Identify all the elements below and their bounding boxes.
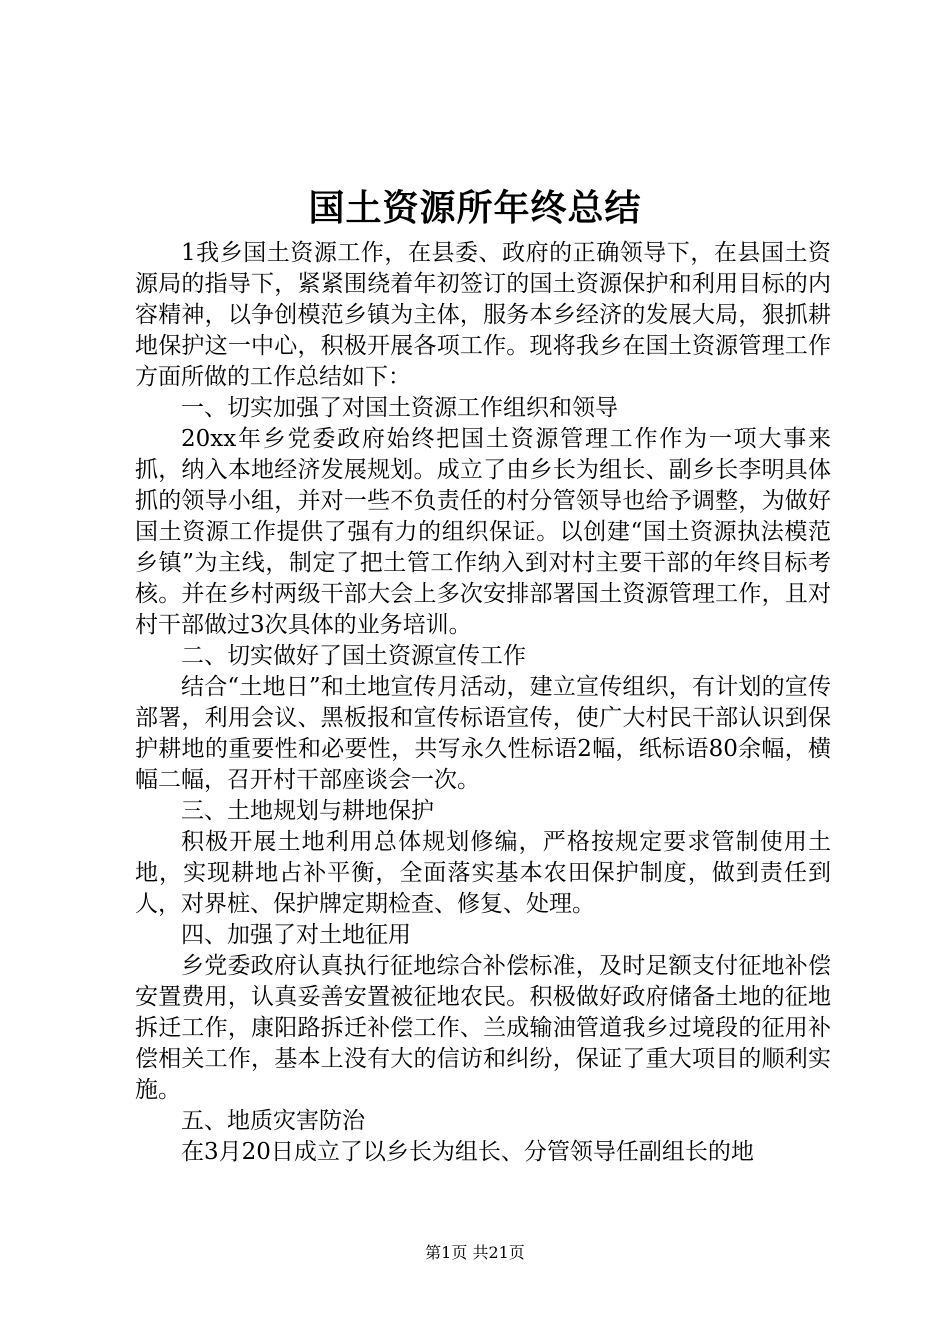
section-heading-5: 五、地质灾害防治	[181, 1108, 365, 1134]
document-body	[135, 238, 831, 1168]
paragraph-section-1: 20xx年乡党委政府始终把国土资源管理工作作为一项大事来抓，纳入本地经济发展规划。成立了由乡长为组长、副乡长李明具体抓的领导小组，并对一些不负责任的村分管领导也给予调整，为做好国土资源工作提供了强有力的组织保证。以创建“国土资源执法模范乡镇”为主线，制定了把土管工作纳入到对村主要干部的年终目标考核。并在乡村两级干部大会上多次安排部署国土资源管理工作，且对村干部做过3次具体的业务培训。	[135, 426, 831, 638]
paragraph-section-4: 乡党委政府认真执行征地综合补偿标准，及时足额支付征地补偿安置费用，认真妥善安置被征地农民。积极做好政府储备土地的征地拆迁工作，康阳路拆迁补偿工作、兰成输油管道我乡过境段的征用补偿相关工作，基本上没有大的信访和纠纷，保证了重大项目的顺利实施。	[135, 953, 831, 1103]
paragraph-section-5: 在3月20日成立了以乡长为组长、分管领导任副组长的地	[181, 1139, 754, 1165]
paragraph-intro: 1我乡国土资源工作，在县委、政府的正确领导下，在县国土资源局的指导下，紧紧围绕着年初签订的国土资源保护和利用目标的内容精神，以争创模范乡镇为主体，服务本乡经济的发展大局，狠抓耕地保护这一中心，积极开展各项工作。现将我乡在国土资源管理工作方面所做的工作总结如下：	[135, 240, 831, 390]
section-heading-2: 二、切实做好了国土资源宣传工作	[181, 643, 526, 669]
document-title: 国土资源所年终总结	[308, 187, 642, 229]
paragraph-section-3: 积极开展土地利用总体规划修编，严格按规定要求管制使用土地，实现耕地占补平衡，全面落实基本农田保护制度，做到责任到人，对界桩、保护牌定期检查、修复、处理。	[135, 829, 831, 917]
section-heading-3: 三、土地规划与耕地保护	[181, 798, 434, 824]
paragraph-section-2: 结合“土地日”和土地宣传月活动，建立宣传组织，有计划的宣传部署，利用会议、黑板报和宣传标语宣传，使广大村民干部认识到保护耕地的重要性和必要性，共写永久性标语2幅，纸标语80余幅，横幅二幅，召开村干部座谈会一次。	[135, 674, 831, 793]
section-heading-1: 一、切实加强了对国土资源工作组织和领导	[181, 395, 618, 421]
page-footer: 第1页 共21页	[425, 1243, 525, 1262]
section-heading-4: 四、加强了对土地征用	[181, 922, 411, 948]
